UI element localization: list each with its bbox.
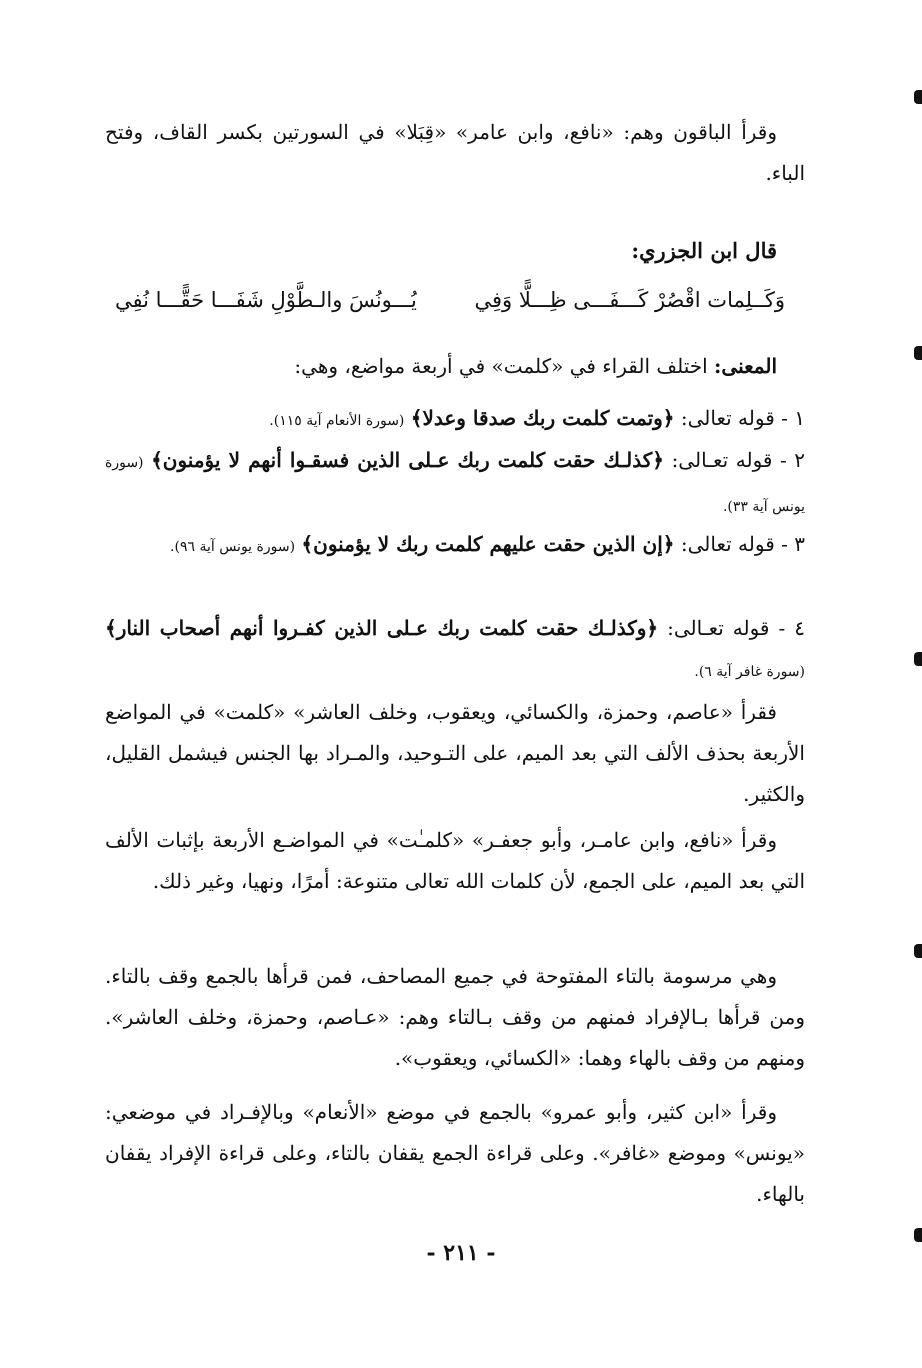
item-reference: (سورة يونس آية ٩٦). (170, 539, 296, 555)
quran-quote: ﴿إن الذين حقت عليهم كلمت ربك لا يؤمنون﴾ (301, 532, 675, 556)
paragraph-4: وهي مرسومة بالتاء المفتوحة في جميع المصاحف، فمن قرأها بالجمع وقف بالتاء. ومن قرأها بـالإفراد فمنهم من وقف بـالتاء وهم: «عـاصم، وحمزة، وخلف العاشر». ومنهم من وقف بالهاء وهما: «الكسائي، ويعقوب». (105, 964, 805, 1070)
quran-quote: ﴿وتمت كلمت ربك صدقا وعدلا﴾ (410, 406, 675, 430)
list-item (105, 608, 805, 693)
list-item (105, 440, 805, 528)
paragraph-5: وقرأ «ابن كثير، وأبو عمرو» بالجمع في موضع «الأنعام» وبالإفـراد في موضعي: «يونس» وموضع «غافر». وعلى قراءة الجمع يقفان بالتاء، وعلى قراءة الإفراد يقفان بالهاء. (105, 1100, 805, 1206)
item-prefix: ٤ - قوله تعـالى: (667, 616, 805, 640)
meaning-label: المعنى: (714, 354, 777, 378)
item-reference: (سورة غافر آية ٦). (694, 664, 805, 680)
page-number: - ٢١١ - (426, 1240, 496, 1266)
list-item (105, 524, 805, 568)
scan-edge-mark (914, 652, 922, 666)
meaning-line (105, 346, 805, 387)
item-prefix: ٣ - قوله تعالى: (680, 532, 805, 556)
paragraph-3: وقرأ «نافع، وابن عامـر، وأبو جعفـر» «كلمـٰت» في المواضـع الأربعة بإثبات الألف التي بعد الميم، على الجمع، لأن كلمات الله تعالى متنوعة: أمرًا، ونهيا، وغير ذلك. (105, 828, 805, 893)
paragraph-2: فقرأ «عاصم، وحمزة، والكسائي، ويعقوب، وخلف العاشر» «كلمت» في المواضع الأربعة بحذف الألف التي بعد الميم، على التـوحيد، والمـراد بها الجنس فيشمل القليل، والكثير. (105, 700, 805, 806)
quran-quote: ﴿كذلـك حقت كلمت ربك عـلى الذين فسقـوا أنهم لا يؤمنون﴾ (151, 448, 665, 472)
scan-edge-mark (914, 944, 922, 958)
item-reference: (سورة الأنعام آية ١١٥). (269, 413, 405, 429)
item-prefix: ١ - قوله تعالى: (680, 406, 805, 430)
verse-first-hemistich: وَكَــلِمات اقْصُرْ كَـــفَـــى ظِـــلًّا وَفِي (474, 288, 785, 312)
paragraph-1: وقرأ الباقون وهم: «نافع، وابن عامر» «قِبَلا» في السورتين بكسر القاف، وفتح الباء. (105, 120, 805, 185)
item-reference: (سورة يونس آية ٣٣). (105, 455, 805, 515)
scan-edge-mark (914, 90, 922, 104)
scan-edge-mark (914, 1228, 922, 1242)
scan-edge-mark (914, 346, 922, 360)
quran-quote: ﴿وكذلـك حقت كلمت ربك عـلى الذين كفـروا أنهم أصحاب النار﴾ (105, 616, 659, 640)
section-heading: قال ابن الجزري: (631, 238, 777, 263)
poem-verse (105, 288, 805, 328)
list-item (105, 398, 805, 442)
item-prefix: ٢ - قوله تعـالى: (671, 448, 806, 472)
meaning-text: اختلف القراء في «كلمت» في أربعة مواضع، وهي: (294, 354, 708, 378)
verse-second-hemistich: يُـــونُسَ والـطَّوْلِ شَفَـــا حَقًّـــا نُفِي (115, 288, 417, 312)
